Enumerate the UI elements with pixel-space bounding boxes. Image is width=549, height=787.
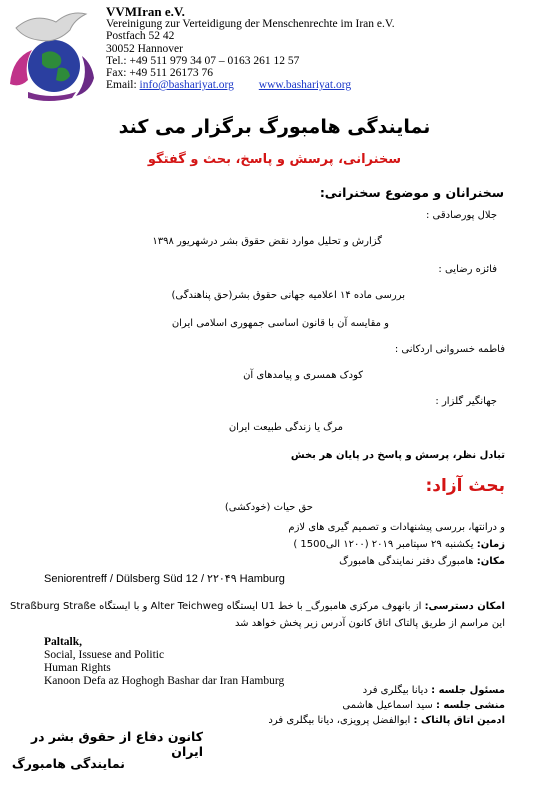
footer-org-name: کانون دفاع از حقوق بشر در ایران: [30, 729, 203, 759]
website-link[interactable]: www.bashariyat.org: [258, 79, 352, 92]
free-discussion-topic: حق حیات (خودکشی): [224, 502, 313, 513]
paltalk-line: Social, Issuese and Politic: [44, 649, 165, 661]
page-title: نمایندگی هامبورگ برگزار می کند: [118, 116, 431, 138]
email-label: Email:: [106, 79, 137, 92]
org-address-line1: Postfach 52 42: [106, 30, 175, 43]
dove-globe-logo: [6, 6, 98, 102]
speaker-name: فائزه رضایی :: [438, 264, 497, 275]
speaker-topic: کودک همسری و پیامدهای آن: [243, 370, 363, 381]
place-row: [339, 556, 505, 567]
staff-value: دیانا بیگلری فرد: [362, 685, 428, 696]
qa-note: تبادل نظر، پرسش و پاسخ در پایان هر بخش: [290, 450, 505, 461]
staff-row: [268, 715, 505, 726]
paltalk-heading: Paltalk,: [44, 636, 83, 648]
place-label: مکان:: [476, 556, 505, 567]
speaker-topic: گزارش و تحلیل موارد نقض حقوق بشر درشهریور ۱۳۹۸: [152, 236, 382, 247]
staff-value: سید اسماعیل هاشمی: [342, 700, 433, 711]
speaker-topic: مرگ یا زندگی طبیعت ایران: [228, 422, 343, 433]
speaker-name: فاطمه خسروانی اردکانی :: [394, 344, 505, 355]
org-email-row: [106, 79, 395, 91]
staff-row: [342, 700, 505, 711]
paltalk-line: Kanoon Defa az Hoghogh Bashar dar Iran Hamburg: [44, 675, 285, 687]
free-discussion-heading: بحث آزاد:: [425, 476, 505, 496]
paltalk-line: Human Rights: [44, 662, 111, 674]
place-value: هامبورگ دفتر نمایندگی هامبورگ: [339, 556, 474, 567]
broadcast-note: این مراسم از طریق پالتاک اتاق کانون آدرس زیر پخش خواهد شد: [234, 618, 505, 629]
time-value: یکشنبه ۲۹ سپتامبر ۲۰۱۹ (۱۲۰۰ الی1500 ): [293, 539, 474, 550]
time-label: زمان:: [476, 539, 505, 550]
speaker-name: جلال پورصادقی :: [425, 210, 497, 221]
access-row: [10, 601, 505, 612]
staff-row: [363, 685, 505, 696]
speakers-heading: سخنرانان و موضوع سخنرانی:: [319, 185, 504, 200]
org-name: VVMIran e.V.: [106, 4, 185, 19]
page-subtitle: سخنرانی، پرسش و پاسخ، بحث و گفتگو: [147, 152, 402, 167]
dove-shape: [16, 13, 86, 41]
staff-label: منشی جلسه :: [435, 700, 505, 711]
paltalk-info: [44, 636, 284, 688]
org-full-name: Vereinigung zur Verteidigung der Menschenrechte im Iran e.V.: [106, 18, 395, 31]
speaker-name: جهانگیر گلزار :: [435, 396, 497, 407]
staff-label: ادمین اتاق پالتاک :: [413, 715, 505, 726]
org-address-line2: 30052 Hannover: [106, 42, 183, 55]
staff-label: مسئول جلسه :: [431, 685, 505, 696]
organization-logo: [6, 6, 98, 102]
access-label: امکان دسترسی:: [424, 601, 505, 612]
figure-shape: [28, 92, 76, 101]
staff-value: ابوالفضل پرویزی، دیانا بیگلری فرد: [268, 715, 411, 726]
speaker-topic: بررسی ماده ۱۴ اعلامیه جهانی حقوق بشر(حق پناهندگی): [171, 290, 405, 301]
time-row: [293, 539, 505, 550]
venue-address: Seniorentreff / Dülsberg Süd 12 / ۲۲۰۴۹ Hamburg: [44, 573, 285, 585]
footer-branch: نمایندگی هامبورگ: [11, 756, 125, 771]
organization-header: [106, 6, 395, 91]
org-fax: Fax: +49 511 26173 76: [106, 67, 214, 80]
conclusion-text: و درانتها، بررسی پیشنهادات و تصمیم گیری های لازم: [288, 522, 505, 533]
speaker-topic: و مقایسه آن با قانون اساسی جمهوری اسلامی ایران: [171, 318, 389, 329]
access-value: از بانهوف مرکزی هامبورگ_ با خط U1 ایستگاه Alter Teichweg و با ایستگاه Straßburg Straße: [10, 601, 422, 612]
email-link[interactable]: info@bashariyat.org: [139, 79, 234, 92]
org-tel: Tel.: +49 511 979 34 07 – 0163 261 12 57: [106, 54, 300, 67]
